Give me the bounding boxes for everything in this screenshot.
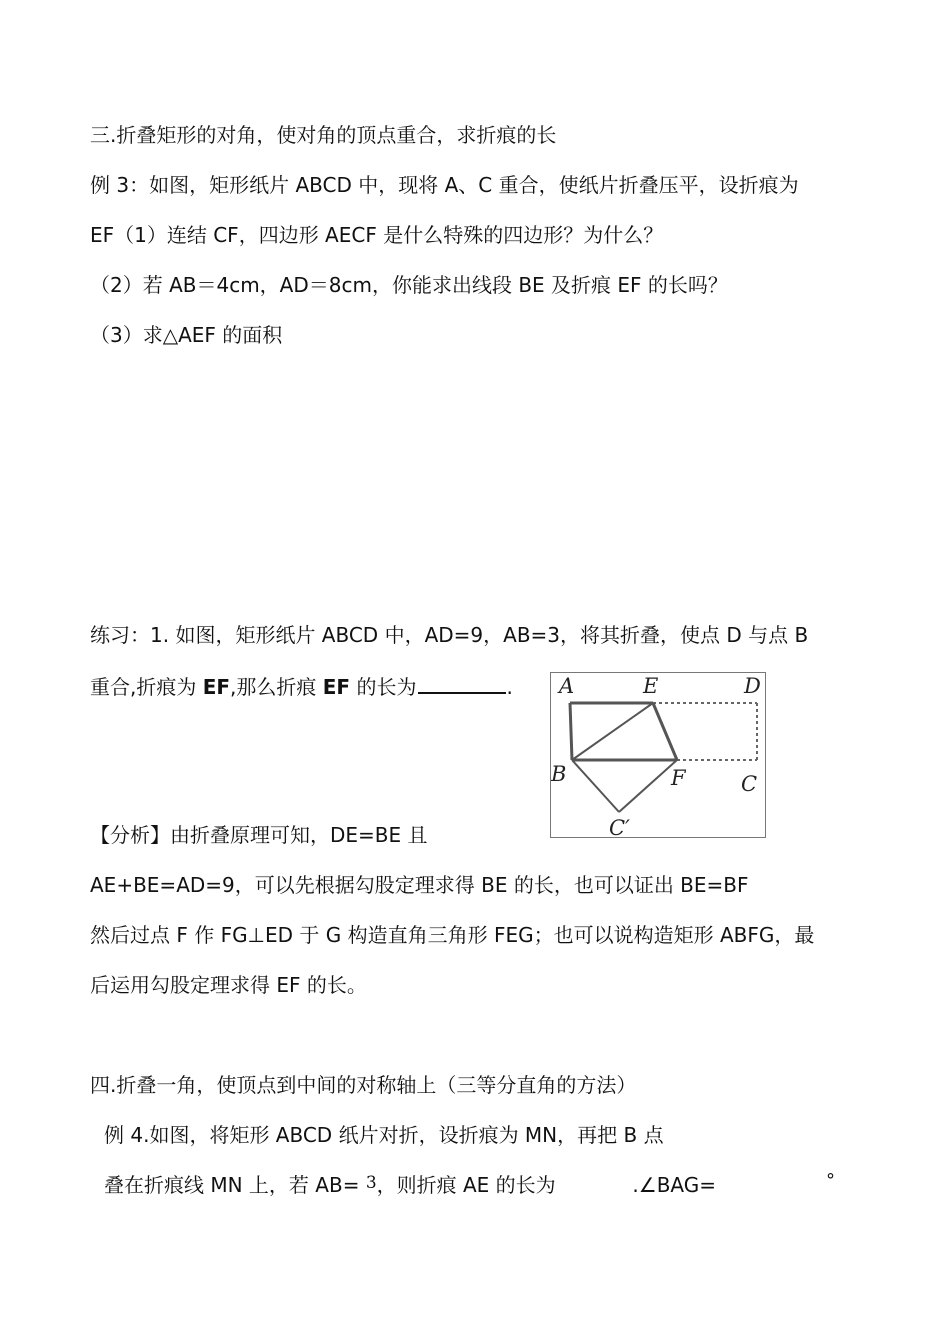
example-4-line-2 xyxy=(104,1172,844,1200)
edge-b-c-prime xyxy=(572,760,619,812)
edge-f-c-prime xyxy=(619,760,677,812)
edge-a-b xyxy=(570,703,572,760)
label-e: E xyxy=(643,674,659,698)
practice-line-1: 练习：1. 如图，矩形纸片 ABCD 中，AD=9，AB=3，将其折叠，使点 D 与点 B xyxy=(90,623,809,647)
fold-line-e-f xyxy=(653,703,677,760)
label-d: D xyxy=(744,674,761,698)
label-c: C xyxy=(741,772,758,796)
section-3-heading: 三.折叠矩形的对角，使对角的顶点重合，求折痕的长 xyxy=(90,123,557,147)
example-3-line-4: （3）求△AEF 的面积 xyxy=(90,323,283,347)
label-a: A xyxy=(559,674,575,698)
example-4-line-2-prefix: 叠在折痕线 MN 上，若 AB= xyxy=(104,1173,360,1197)
section-4-heading: 四.折叠一角，使顶点到中间的对称轴上（三等分直角的方法） xyxy=(90,1073,637,1097)
example-3-line-3: （2）若 AB＝4cm，AD＝8cm，你能求出线段 BE 及折痕 EF 的长吗？ xyxy=(90,273,728,297)
ab-value: 3 xyxy=(365,1173,377,1193)
label-b: B xyxy=(551,762,567,786)
folded-rectangle-diagram xyxy=(551,673,767,839)
example-3-line-2: EF（1）连结 CF，四边形 AECF 是什么特殊的四边形？为什么？ xyxy=(90,223,664,247)
folded-rectangle-figure xyxy=(550,672,766,838)
example-4-line-1: 例 4.如图，将矩形 ABCD 纸片对折，设折痕为 MN，再把 B 点 xyxy=(104,1123,664,1147)
practice-ef-bold-2: EF xyxy=(322,675,351,699)
practice-line-2-prefix: 重合,折痕为 xyxy=(90,675,203,699)
degree-symbol: ° xyxy=(826,1170,835,1191)
angle-bag-label: .∠BAG= xyxy=(632,1173,716,1197)
practice-line-2-mid: ,那么折痕 xyxy=(230,675,323,699)
practice-line-2-end: . xyxy=(506,675,513,699)
diagonal-b-e xyxy=(572,703,653,760)
example-3-line-1: 例 3：如图，矩形纸片 ABCD 中，现将 A、C 重合，使纸片折叠压平，设折痕为 xyxy=(90,173,799,197)
practice-line-2-suffix: 的长为 xyxy=(350,675,417,699)
analysis-line-3: 然后过点 F 作 FG⊥ED 于 G 构造直角三角形 FEG；也可以说构造矩形 ABFG，最 xyxy=(90,923,815,947)
practice-line-2 xyxy=(90,672,513,700)
answer-blank[interactable] xyxy=(418,672,506,694)
analysis-line-2: AE+BE=AD=9，可以先根据勾股定理求得 BE 的长，也可以证出 BE=BF xyxy=(90,873,749,897)
analysis-line-1: 【分析】由折叠原理可知，DE=BE 且 xyxy=(90,823,428,847)
example-4-line-2-mid: ，则折痕 AE 的长为 xyxy=(376,1173,556,1197)
analysis-line-4: 后运用勾股定理求得 EF 的长。 xyxy=(90,973,367,997)
label-f: F xyxy=(671,766,686,790)
practice-ef-bold-1: EF xyxy=(202,675,231,699)
label-c-prime: C′ xyxy=(609,816,630,839)
